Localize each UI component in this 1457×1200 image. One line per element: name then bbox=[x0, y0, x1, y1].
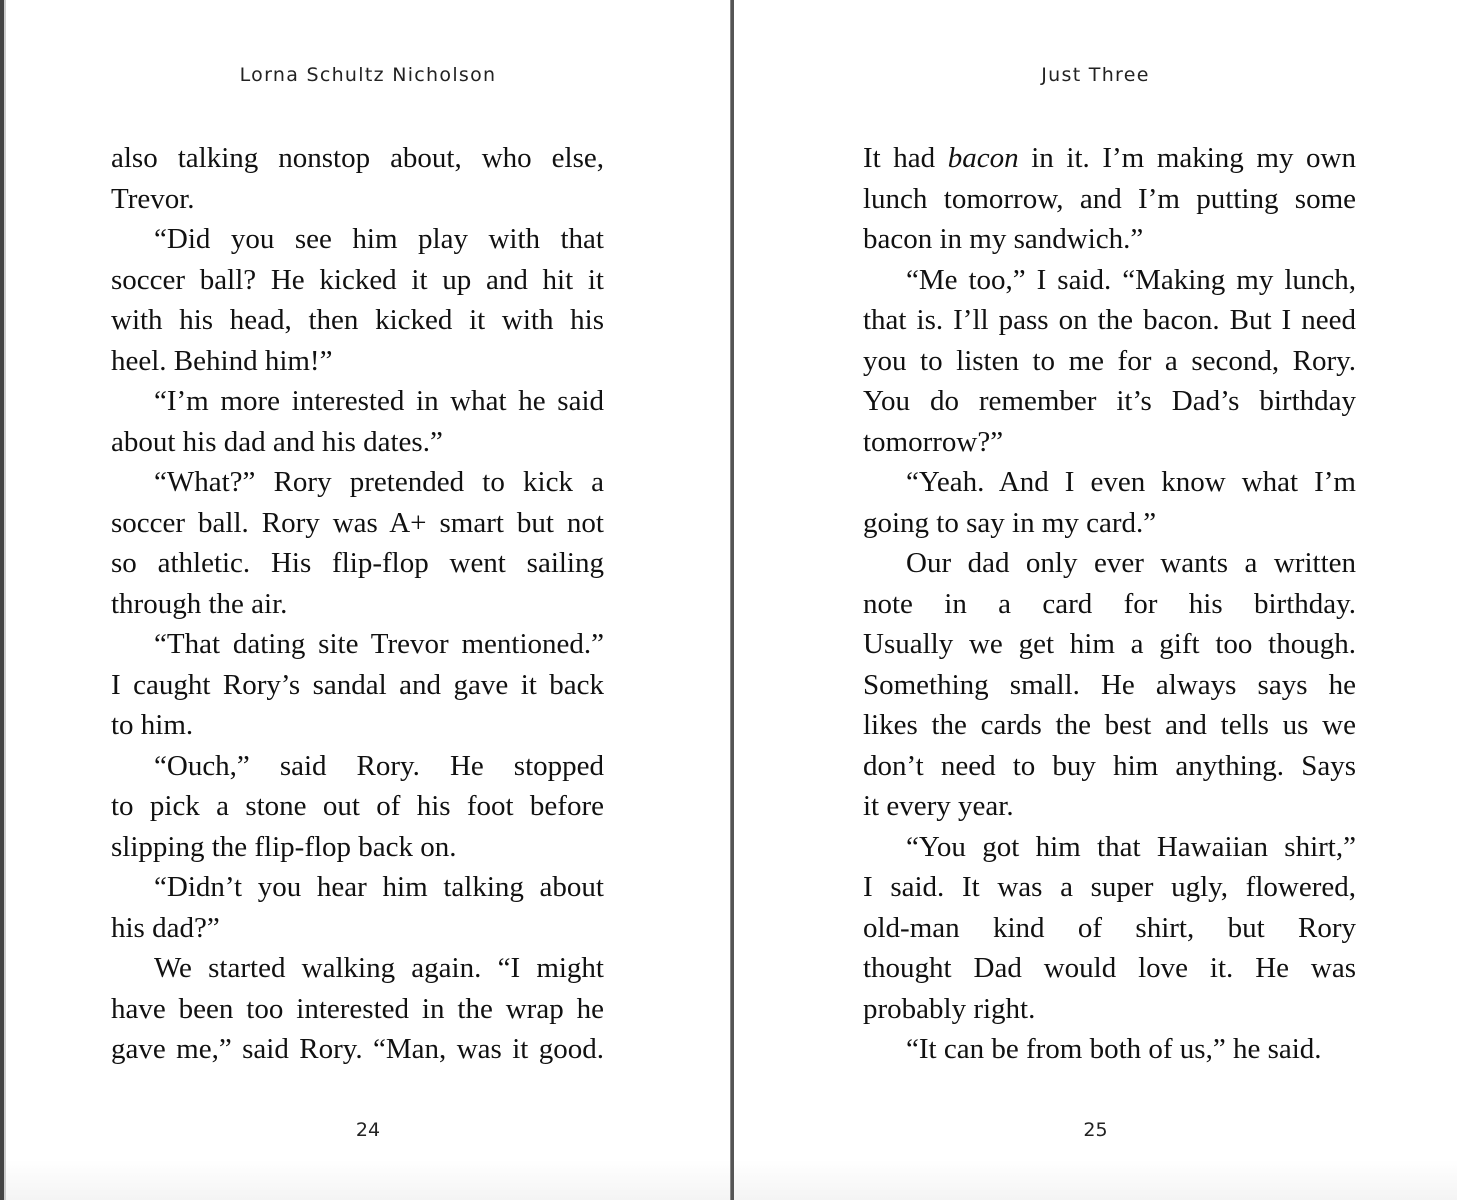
text-line: thought Dad would love it. He was bbox=[863, 952, 1356, 984]
paragraph bbox=[111, 381, 604, 462]
text-line: bacon in my sandwich.” bbox=[863, 223, 1144, 255]
paragraph bbox=[863, 1029, 1356, 1070]
text-line: “You got him that Hawaiian shirt,” bbox=[906, 830, 1356, 863]
paragraph bbox=[111, 219, 604, 381]
text-line: don’t need to buy him anything. Says bbox=[863, 749, 1356, 782]
text-line: “Me too,” I said. “Making my lunch, bbox=[906, 263, 1356, 296]
text-line: You do remember it’s Dad’s birthday bbox=[863, 385, 1356, 417]
running-head-title: Just Three bbox=[1041, 64, 1150, 86]
italic-text: bacon bbox=[947, 142, 1019, 174]
page-text bbox=[863, 138, 1356, 1070]
text-line: through the air. bbox=[111, 587, 288, 620]
paragraph bbox=[863, 827, 1356, 1030]
text-line: with his head, then kicked it with his bbox=[111, 304, 604, 336]
text-line: “Did you see him play with that bbox=[154, 223, 604, 255]
text-segment: in it. I’m making my own bbox=[1018, 142, 1356, 174]
text-line: Trevor. bbox=[111, 182, 195, 215]
text-line: heel. Behind him!” bbox=[111, 344, 333, 377]
text-line: We started walking again. “I might bbox=[154, 952, 604, 984]
text-line: probably right. bbox=[863, 992, 1036, 1025]
text-line: lunch tomorrow, and I’m putting some bbox=[863, 182, 1356, 215]
paragraph bbox=[111, 948, 604, 1070]
text-line: I caught Rory’s sandal and gave it back bbox=[111, 668, 604, 701]
text-segment: It had bbox=[863, 142, 948, 174]
paragraph bbox=[111, 138, 604, 219]
paragraph bbox=[111, 746, 604, 868]
right-page bbox=[734, 0, 1457, 1200]
text-line: so athletic. His flip-flop went sailing bbox=[111, 547, 604, 579]
text-line: I said. It was a super ugly, flowered, bbox=[863, 871, 1356, 903]
text-line: note in a card for his birthday. bbox=[863, 587, 1356, 620]
text-line: tomorrow?” bbox=[863, 425, 1004, 458]
text-line: “Didn’t you hear him talking about bbox=[154, 871, 604, 903]
paragraph bbox=[863, 138, 1356, 260]
text-line: have been too interested in the wrap he bbox=[111, 992, 604, 1025]
paragraph bbox=[863, 462, 1356, 543]
paragraph bbox=[111, 867, 604, 948]
running-head-author: Lorna Schultz Nicholson bbox=[239, 64, 497, 86]
text-line: old-man kind of shirt, but Rory bbox=[863, 911, 1356, 944]
text-line: it every year. bbox=[863, 790, 1014, 822]
paragraph bbox=[111, 624, 604, 746]
text-line: also talking nonstop about, who else, bbox=[111, 142, 604, 174]
text-line: soccer ball? He kicked it up and hit it bbox=[111, 263, 604, 296]
text-line: going to say in my card.” bbox=[863, 506, 1157, 539]
text-line: “Ouch,” said Rory. He stopped bbox=[154, 749, 604, 782]
text-line: Something small. He always says he bbox=[863, 668, 1356, 701]
text-line: “It can be from both of us,” he said. bbox=[906, 1033, 1322, 1065]
text-line: Our dad only ever wants a written bbox=[906, 547, 1356, 579]
text-line: soccer ball. Rory was A+ smart but not bbox=[111, 506, 604, 539]
text-line: his dad?” bbox=[111, 911, 220, 944]
page-number: 24 bbox=[355, 1119, 381, 1141]
paragraph bbox=[111, 462, 604, 624]
text-line: gave me,” said Rory. “Man, was it good. bbox=[111, 1033, 604, 1065]
page-text bbox=[111, 138, 604, 1070]
text-line: “I’m more interested in what he said bbox=[154, 385, 604, 417]
text-line: you to listen to me for a second, Rory. bbox=[863, 344, 1356, 377]
text-line: slipping the flip-flop back on. bbox=[111, 830, 457, 863]
left-page bbox=[6, 0, 730, 1200]
text-line: about his dad and his dates.” bbox=[111, 425, 443, 458]
text-line: that is. I’ll pass on the bacon. But I need bbox=[863, 304, 1356, 336]
text-line: to pick a stone out of his foot before bbox=[111, 790, 604, 822]
text-line: “Yeah. And I even know what I’m bbox=[906, 466, 1356, 498]
text-line: to him. bbox=[111, 709, 194, 741]
text-line: “What?” Rory pretended to kick a bbox=[154, 466, 604, 498]
page-number: 25 bbox=[1083, 1119, 1108, 1141]
paragraph bbox=[863, 543, 1356, 827]
text-line: “That dating site Trevor mentioned.” bbox=[154, 628, 604, 660]
text-line: Usually we get him a gift too though. bbox=[863, 628, 1356, 660]
paragraph bbox=[863, 260, 1356, 463]
text-line: likes the cards the best and tells us we bbox=[863, 709, 1356, 741]
text-line bbox=[863, 138, 1356, 179]
